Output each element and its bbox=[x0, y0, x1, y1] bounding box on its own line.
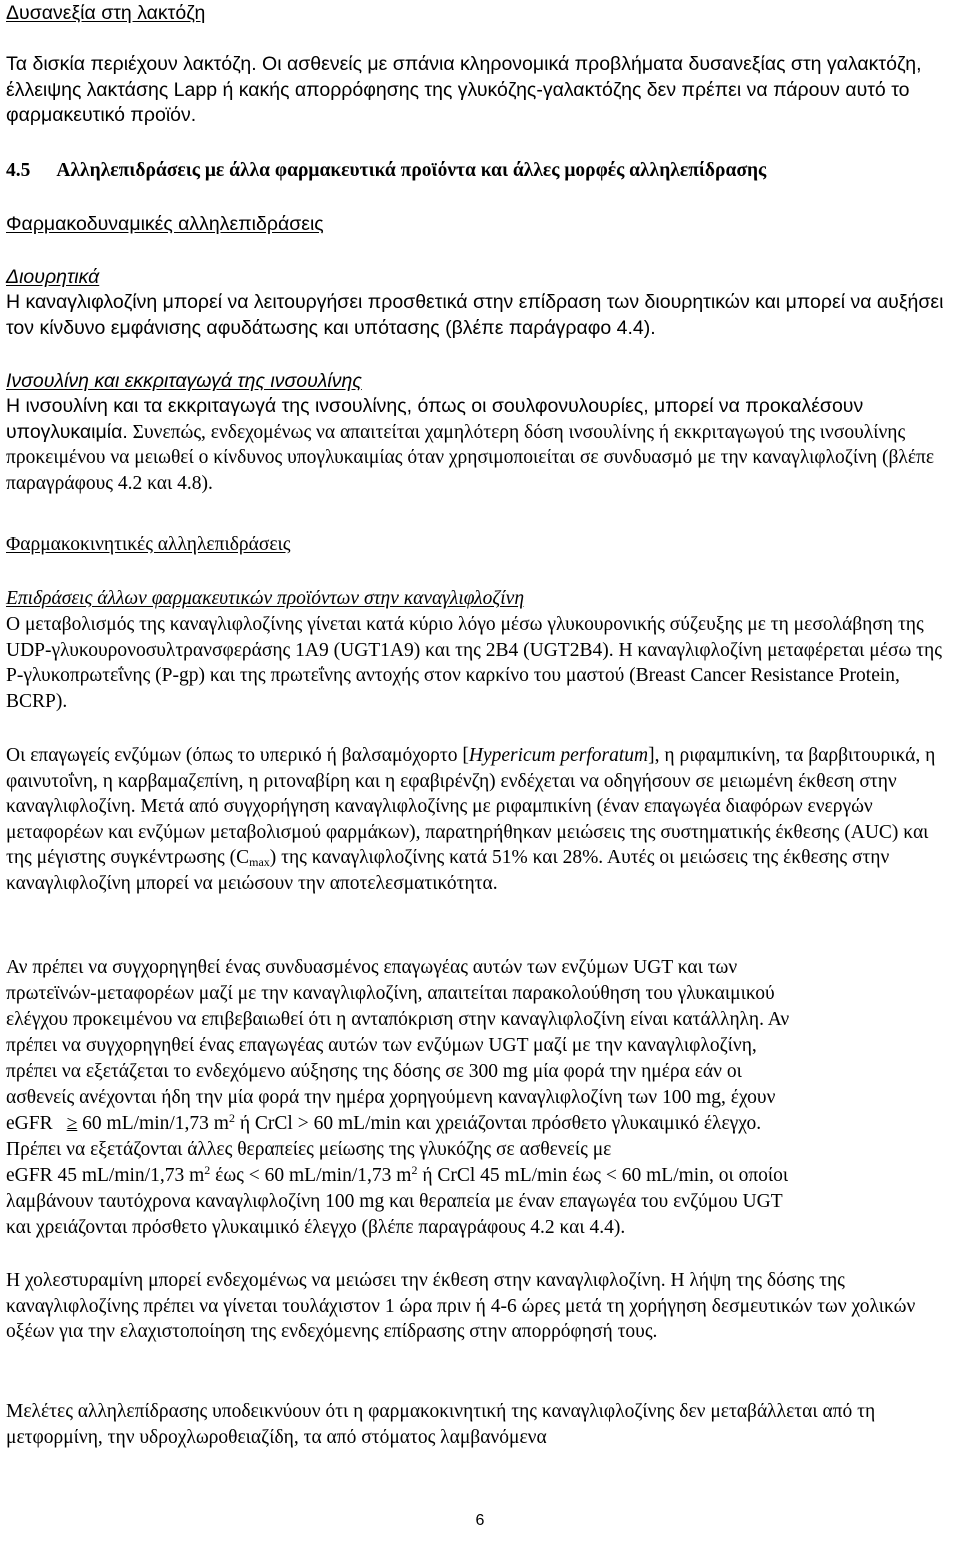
insulin-heading: Ινσουλίνη και εκκριταγωγά της ινσουλίνης bbox=[6, 370, 362, 392]
ugt-line-1: Αν πρέπει να συγχορηγηθεί ένας συνδυασμένος επαγωγέας αυτών των ενζύμων UGT και των bbox=[6, 957, 738, 978]
pharmacodynamic-heading: Φαρμακοδυναμικές αλληλεπιδράσεις bbox=[6, 213, 324, 235]
egfr2-superscript-1: 2 bbox=[204, 1163, 211, 1177]
egfr-line-2 bbox=[6, 1163, 954, 1189]
diuretics-heading: Διουρητικά bbox=[6, 266, 100, 288]
egfr-line-1 bbox=[6, 1111, 954, 1137]
egfr1-a: eGFR bbox=[6, 1113, 53, 1134]
egfr2-superscript-2: 2 bbox=[411, 1163, 418, 1177]
egfr1-c: ή CrCl > 60 mL/min και χρειάζονται πρόσθετο γλυκαιμικό έλεγχο. bbox=[239, 1113, 762, 1134]
ugt-line-2: πρωτεϊνών-μεταφορέων μαζί με την καναγλιφλοζίνη, απαιτείται παρακολούθηση του γλυκαιμικού bbox=[6, 983, 775, 1004]
insulin-text-1: Η ινσουλίνη και τα εκκριταγωγά της ινσουλίνης, όπως οι σουλφονυλουρίες, μπορεί να προκαλέσουν υπογλυκαιμία. bbox=[6, 395, 864, 443]
lactose-text: Τα δισκία περιέχουν λακτόζη. Οι ασθενείς με σπάνια κληρονομικά προβλήματα δυσανεξίας στη γαλακτόζη, έλλειψης λακτάσης Lapp ή κακής απορρόφησης της γλυκόζης-γαλακτόζης δεν πρέπει να πάρουν αυτό το φαρμακευτικό προϊόν. bbox=[6, 53, 922, 127]
effects-heading: Επιδράσεις άλλων φαρμακευτικών προϊόντων στην καναγλιφλοζίνη bbox=[6, 588, 525, 609]
pharmacokinetic-heading: Φαρμακοκινητικές αλληλεπιδράσεις bbox=[6, 534, 291, 555]
ugt-line-4: πρέπει να συγχορηγηθεί ένας επαγωγέας αυτών των ενζύμων UGT μαζί με την καναγλιφλοζίνη, bbox=[6, 1035, 757, 1056]
metabolism-text: Ο μεταβολισμός της καναγλιφλοζίνης γίνεται κατά κύριο λόγο μέσω γλυκουρονικής σύζευξης με τη μεσολάβηση της UDP-γλυκουρονοσυλτρανσφεράσης 1A9 (UGT1A9) και της 2B4 (UGT2B4). Η καναγλιφλοζίνη μεταφέρεται μέσω της P-γλυκοπρωτεΐνης (P-gp) και της πρωτεΐνης αντοχής στον καρκίνο του μαστού (Breast Cancer Resistance Protein, BCRP). bbox=[6, 614, 942, 712]
inducers-latin: Hypericum perforatum bbox=[468, 745, 649, 766]
section-title: Αλληλεπιδράσεις με άλλα φαρμακευτικά προϊόντα και άλλες μορφές αλληλεπίδρασης bbox=[56, 160, 767, 181]
diuretics-text: Η καναγλιφλοζίνη μπορεί να λειτουργήσει προσθετικά στην επίδραση των διουρητικών και μπορεί να αυξήσει τον κίνδυνο εμφάνισης αφυδάτωσης και υπότασης (βλέπε παράγραφο 4.4). bbox=[6, 291, 944, 339]
metformin-text: Μελέτες αλληλεπίδρασης υποδεικνύουν ότι η φαρμακοκινητική της καναγλιφλοζίνης δεν μεταβάλλεται από τη μετφορμίνη, την υδροχλωροθειαζίδη, τα από στόματος λαμβανόμενα bbox=[6, 1401, 876, 1448]
ugt-line-11: και χρειάζονται πρόσθετο γλυκαιμικό έλεγχο (βλέπε παραγράφους 4.2 και 4.4). bbox=[6, 1217, 626, 1238]
insulin-text-2: Συνεπώς, ενδεχομένως να απαιτείται χαμηλότερη δόση ινσουλίνης ή εκκριταγωγού της ινσουλίνης προκειμένου να μειωθεί ο κίνδυνος υπογλυκαιμίας όταν χρησιμοποιείται σε συνδυασμό με την καναγλιφλοζίνη (βλέπε παραγράφους 4.2 και 4.8). bbox=[6, 421, 935, 494]
egfr2-b: έως < 60 mL/min/1,73 m bbox=[215, 1165, 412, 1186]
inducers-subscript: max bbox=[249, 855, 270, 870]
ugt-line-6: ασθενείς ανέχονται ήδη την μία φορά την ημέρα χορηγούμενη καναγλιφλοζίνη των 100 mg, έχουν bbox=[6, 1087, 776, 1108]
lactose-heading: Δυσανεξία στη λακτόζη bbox=[6, 2, 206, 24]
ugt-line-5: πρέπει να εξετάζεται το ενδεχόμενο αύξησης της δόσης σε 300 mg μία φορά την ημέρα εάν οι bbox=[6, 1061, 742, 1082]
egfr2-a: eGFR 45 mL/min/1,73 m bbox=[6, 1165, 205, 1186]
egfr1-superscript: 2 bbox=[228, 1111, 235, 1125]
ugt-line-10: λαμβάνουν ταυτόχρονα καναγλιφλοζίνη 100 mg και θεραπεία με έναν επαγωγέα του ενζύμου UGT bbox=[6, 1191, 783, 1212]
egfr1-b: 60 mL/min/1,73 m bbox=[82, 1113, 229, 1134]
egfr2-c: ή CrCl 45 mL/min έως < 60 mL/min, οι οποίοι bbox=[422, 1165, 789, 1186]
insulin-text bbox=[6, 394, 954, 496]
inducers-after: ], η ριφαμπικίνη, τα βαρβιτουρικά, η φαινυτοΐνη, η καρβαμαζεπίνη, η ριτοναβίρη και η εφαβιρένζη) ενδέχεται να οδηγήσουν σε μειωμένη έκθεση στην καναγλιφλοζίνη. Μετά από συγχορήγηση καναγλιφλοζίνης με ριφαμπικίνη (έναν επαγωγέα διαφόρων ενεργών μεταφορέων και ενζύμων μεταβολισμού φαρμάκων), παρατηρήθηκαν μειώσεις της συστηματικής έκθεσης (AUC) και της μέγιστης συγκέντρωσης (C bbox=[6, 745, 936, 869]
inducers-text bbox=[6, 743, 954, 897]
ugt-line-3: ελέγχου προκειμένου να επιβεβαιωθεί ότι η ανταπόκριση στην καναγλιφλοζίνη είναι κατάλληλη. Αν bbox=[6, 1009, 790, 1030]
section-number: 4.5 bbox=[6, 160, 31, 181]
section-heading bbox=[6, 158, 766, 184]
page-number: 6 bbox=[475, 1512, 485, 1529]
egfr1-symbol: ≥ bbox=[66, 1113, 78, 1134]
inducers-before: Οι επαγωγείς ενζύμων (όπως το υπερικό ή βαλσαμόχορτο [ bbox=[6, 745, 469, 766]
inducers-end: ) της καναγλιφλοζίνης κατά 51% και 28%. Αυτές οι μειώσεις της έκθεσης στην καναγλιφλοζίνη μπορεί να μειώσουν την αποτελεσματικότητα. bbox=[6, 847, 890, 894]
cholestyramine-text: Η χολεστυραμίνη μπορεί ενδεχομένως να μειώσει την έκθεση στην καναγλιφλοζίνη. Η λήψη της δόσης της καναγλιφλοζίνης πρέπει να γίνεται τουλάχιστον 1 ώρα πριν ή 4-6 ώρες μετά τη χορήγηση δεσμευτικών των χολικών οξέων για την ελαχιστοποίηση της ενδεχόμενης επίδρασης στην απορρόφησή τους. bbox=[6, 1270, 916, 1343]
ugt-line-8: Πρέπει να εξετάζονται άλλες θεραπείες μείωσης της γλυκόζης σε ασθενείς με bbox=[6, 1139, 612, 1160]
